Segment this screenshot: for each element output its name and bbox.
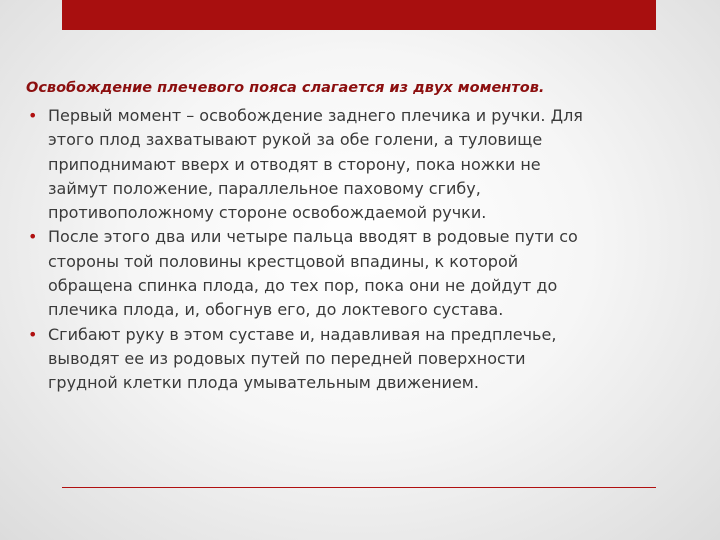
- top-accent-bar: [62, 0, 656, 30]
- bullet-text: Первый момент – освобождение заднего плечика и ручки. Для этого плод захватывают рукой за обе голени, а туловище приподнимают вверх и отводят в сторону, пока ножки не займут положение, параллельное паховому сгибу, противоположному стороне освобождаемой ручки.: [48, 106, 583, 223]
- slide-heading: Освобождение плечевого пояса слагается из двух моментов.: [26, 80, 545, 96]
- slide-content: [26, 78, 586, 396]
- list-item: [26, 225, 586, 322]
- bullet-list: [26, 104, 586, 396]
- bullet-icon: •: [28, 106, 38, 125]
- bullet-icon: •: [28, 324, 38, 344]
- bullet-text: После этого два или четыре пальца вводят в родовые пути со стороны той половины крестцовой впадины, к которой обращена спинка плода, до тех пор, пока они не дойдут до плечика плода, и, обогнув его, до локтевого сустава.: [48, 227, 578, 320]
- bullet-icon: •: [28, 227, 38, 247]
- bottom-divider: [62, 487, 656, 488]
- list-item: [26, 323, 586, 396]
- list-item: [26, 104, 586, 225]
- bullet-text: Сгибают руку в этом суставе и, надавливая на предплечье, выводят ее из родовых путей по передней поверхности грудной клетки плода умывательным движением.: [48, 324, 557, 393]
